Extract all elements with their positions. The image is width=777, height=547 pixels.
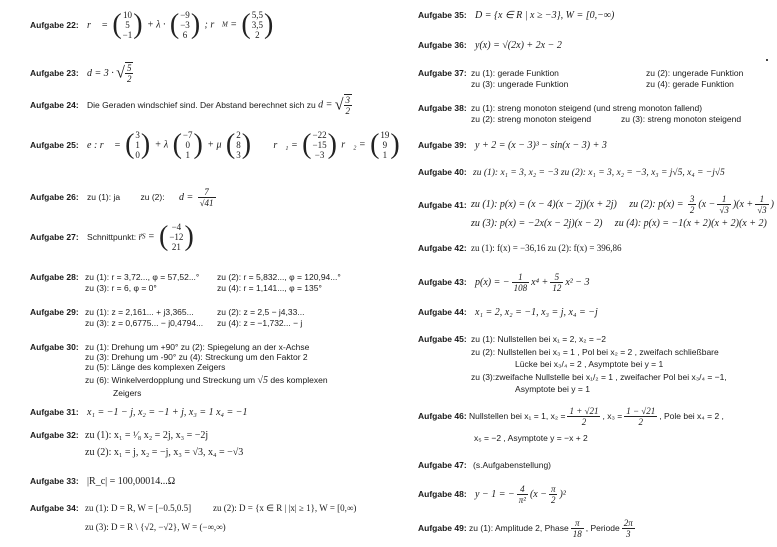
aufgabe-label: Aufgabe 44: [418, 307, 467, 317]
answer-line-4: zu (6): Winkelverdopplung und Streckung um [85, 375, 256, 385]
fraction-1: $\frac{4}{\text{π²}}$ [518, 484, 526, 505]
answer-3: zu (3): z = 0,6775... − j0,4794... [85, 318, 204, 328]
scan-dot [766, 59, 768, 61]
term-2: )² [559, 489, 566, 500]
answer: D = {x ∈ R | x ≥ −3}, W = [0,−∞) [475, 10, 615, 21]
answer-4: zu (4): gerade Funktion [646, 79, 734, 89]
aufgabe-26 [30, 187, 218, 208]
answer-2-prefix: zu (2): p(x) = [629, 199, 684, 210]
aufgabe-label: Aufgabe 38: [418, 103, 467, 113]
close-paren: ) [770, 199, 774, 210]
answer-1: zu (1): gerade Funktion [471, 68, 559, 78]
aufgabe-31 [30, 407, 247, 418]
aufgabe-28 [30, 272, 341, 294]
fraction: $\frac{3}{2}$ [345, 95, 350, 116]
aufgabe-22 [30, 10, 275, 40]
mu: + μ [207, 139, 222, 151]
answer-4: zu (4): z = −1,732... − j [217, 318, 303, 328]
subscript: M [222, 20, 228, 29]
aufgabe-24 [30, 94, 354, 116]
statement: Schnittpunkt: r⃗ [87, 231, 143, 242]
r2-label: r⃗₂ = [341, 139, 366, 151]
answer-prefix: Nullstellen bei x₁ = 1, x₂ = [469, 411, 566, 421]
answer-2: zu (2): r = 5,832..., φ = 120,94...° [217, 272, 341, 282]
aufgabe-label: Aufgabe 30: [30, 342, 79, 352]
aufgabe-49 [418, 518, 637, 539]
equals: = [147, 231, 155, 243]
formula-prefix: p(x) = − [475, 277, 510, 288]
answer-line-3: Lücke bei x₃/₄ = 2 , Asymptote bei y = 1 [515, 359, 664, 369]
answer-1: zu (1): z = 2,161... + j3,365... [85, 307, 194, 317]
vector-3: ( 5,5 3,5 2 ) [241, 9, 274, 40]
aufgabe-label: Aufgabe 34: [30, 503, 79, 513]
fraction-2: $\frac{1 - √21}{2}$ [626, 406, 656, 427]
answer-mid: , x₃ = [602, 411, 623, 421]
answer-line-2: zu (3): Drehung um -90° zu (4): Streckung um den Faktor 2 [85, 352, 308, 362]
aufgabe-41 [418, 194, 774, 229]
answer-line-5: Zeigers [113, 388, 142, 398]
part-1: zu (1): ja [87, 192, 121, 202]
answer-1: zu (1): streng monoton steigend (und streng monoton fallend) [471, 103, 703, 113]
fraction-1: $\frac{1}{108}$ [513, 272, 528, 293]
fraction-3-2: $\frac{3}{2}$ [689, 194, 695, 215]
term: x⁴ + [531, 277, 549, 288]
aufgabe-label: Aufgabe 45: [418, 334, 467, 344]
aufgabe-37 [418, 68, 743, 90]
fraction-2: $\frac{\pi}{2}$ [550, 484, 556, 505]
answer: y + 2 = (x − 3)³ − sin(x − 3) + 3 [475, 140, 607, 151]
root-5: √5 [257, 375, 268, 386]
aufgabe-label: Aufgabe 26: [30, 192, 79, 202]
formula-prefix: y − 1 = − [475, 489, 515, 500]
answer-line-3: zu (5): Länge des komplexen Zeigers [85, 362, 226, 372]
answer-line-4: zu (3):zweifache Nullstelle bei x₁/₂ = 1 , zweifacher Pol bei x₃/₄ = −1, [471, 371, 727, 382]
answer-3: zu (3): streng monoton steigend [621, 114, 742, 124]
answer-prefix: zu (1): Amplitude 2, Phase [469, 523, 569, 533]
aufgabe-label: Aufgabe 22: [30, 19, 79, 30]
vector-2: ( −9 −3 6 ) [169, 9, 201, 40]
aufgabe-label: Aufgabe 23: [30, 67, 79, 78]
fraction: $\frac{7}{√41}$ [199, 187, 214, 208]
formula-prefix: r⃗ = [87, 19, 108, 31]
answer-1: zu (1): x₁ = ¹⁄₈ x₂ = 2j, x₃ = −2j [85, 430, 209, 441]
answer-post: , Pole bei x₄ = 2 , [659, 411, 724, 421]
aufgabe-label: Aufgabe 36: [418, 40, 467, 50]
answer: zu (1): x₁ = 3, x₂ = −3 zu (2): x₁ = 3, x₂ = −3, x₃ = j√5, x₄ = −j√5 [473, 168, 725, 178]
subscript: S [142, 232, 146, 241]
aufgabe-32 [30, 430, 243, 458]
aufgabe-label: Aufgabe 32: [30, 430, 79, 440]
term: (x − [529, 489, 547, 500]
equals: = [230, 19, 237, 31]
answer-mid: , Periode [585, 523, 620, 533]
factor-2: )(x + [732, 199, 754, 210]
r1-label: r⃗₁ = [273, 139, 298, 151]
lambda: + λ · [146, 19, 166, 31]
aufgabe-label: Aufgabe 29: [30, 307, 79, 317]
aufgabe-47 [418, 460, 551, 471]
vector-3: ( 2 8 3 ) [225, 129, 252, 160]
vector-5: ( 19 9 1 ) [370, 129, 400, 160]
part-2: zu (2): [140, 192, 165, 202]
answer-3: zu (3): D = R \ {√2, −√2}, W = (−∞,∞) [85, 522, 226, 532]
answer-2: zu (2): ungerade Funktion [646, 68, 744, 78]
formula-prefix: d = [178, 192, 194, 203]
aufgabe-34 [30, 503, 356, 533]
answer: y(x) = √(2x) + 2x − 2 [475, 40, 562, 51]
vector-1: ( 3 1 0 ) [125, 129, 151, 160]
aufgabe-40 [418, 167, 725, 179]
answer-3: zu (3): p(x) = −2x(x − 2j)(x − 2) [471, 218, 603, 229]
formula-prefix: d = [318, 99, 333, 111]
root-sign: √ [334, 96, 344, 114]
fraction-2: $\frac{1}{√3}$ [757, 194, 767, 215]
aufgabe-36 [418, 40, 562, 51]
answer-2: zu (2): streng monoton steigend [471, 114, 592, 124]
vector-1: ( 10 5 −1 ) [112, 9, 143, 40]
answer-1: zu (1): D = R, W = [−0.5,0.5] [85, 503, 192, 513]
formula-prefix: d = 3 · [87, 67, 114, 79]
term-2: x² − 3 [565, 277, 590, 288]
aufgabe-43 [418, 272, 590, 293]
aufgabe-45 [418, 333, 727, 396]
answer-4: zu (4): p(x) = −1(x + 2)(x + 2)(x + 2) [614, 218, 767, 229]
answer-1: zu (1): p(x) = (x − 4)(x − 2j)(x + 2j) [471, 199, 617, 210]
answer-line-1: zu (1): Drehung um +90° zu (2): Spiegelung an der x-Achse [85, 342, 310, 352]
fraction-2: $\frac{2\pi}{3}$ [623, 518, 633, 539]
answer-2: zu (2): D = {x ∈ R | |x| ≥ 1}, W = [0,∞) [213, 503, 357, 513]
aufgabe-label: Aufgabe 42: [418, 243, 467, 253]
vector-s: ( −4 −12 21 ) [159, 221, 194, 252]
aufgabe-35 [418, 10, 614, 21]
aufgabe-39 [418, 140, 607, 151]
aufgabe-23 [30, 62, 135, 84]
aufgabe-label: Aufgabe 35: [418, 10, 467, 20]
vector-2: ( −7 0 1 ) [172, 129, 203, 160]
aufgabe-label: Aufgabe 31: [30, 407, 79, 417]
answer-1: zu (1): r = 3,72..., φ = 57,52...° [85, 272, 200, 282]
aufgabe-label: Aufgabe 39: [418, 140, 467, 150]
aufgabe-48 [418, 484, 566, 505]
answer: x₁ = −1 − j, x₂ = −1 + j, x₃ = 1 x₄ = −1 [87, 407, 248, 418]
factor-1: (x − [698, 199, 716, 210]
separator: ; r⃗ [204, 19, 223, 31]
answer: x₁ = 2, x₂ = −1, x₃ = j, x₄ = −j [475, 307, 598, 318]
answer: zu (1): f(x) = −36,16 zu (2): f(x) = 396,86 [471, 243, 622, 253]
aufgabe-label: Aufgabe 46: [418, 411, 467, 421]
answer: (s.Aufgabenstellung) [473, 460, 551, 470]
answer-line-2: x₅ = −2 , Asymptote y = −x + 2 [474, 433, 588, 443]
fraction-1: $\frac{\pi}{18}$ [572, 518, 582, 539]
aufgabe-label: Aufgabe 40: [418, 167, 467, 177]
fraction-1: $\frac{1}{√3}$ [719, 194, 729, 215]
aufgabe-44 [418, 307, 598, 318]
fraction: $\frac{5}{2}$ [126, 63, 132, 84]
aufgabe-label: Aufgabe 41: [418, 200, 467, 210]
vector-4: ( −22 −15 −3 ) [302, 129, 337, 160]
answer: |R_c| = 100,00014...Ω [87, 476, 176, 487]
aufgabe-label: Aufgabe 25: [30, 139, 79, 150]
answer-line-4b: des komplexen [270, 375, 328, 385]
answer-line-1: zu (1): Nullstellen bei x₁ = 2, x₂ = −2 [471, 334, 606, 344]
aufgabe-label: Aufgabe 48: [418, 489, 467, 499]
answer-3: zu (3): ungerade Funktion [471, 79, 569, 89]
lambda: + λ [154, 139, 169, 151]
aufgabe-label: Aufgabe 27: [30, 231, 79, 242]
aufgabe-label: Aufgabe 49: [418, 523, 467, 533]
fraction-1: $\frac{1 + √21}{2}$ [569, 406, 599, 427]
aufgabe-46 [418, 406, 724, 444]
aufgabe-label: Aufgabe 28: [30, 272, 79, 282]
aufgabe-label: Aufgabe 47: [418, 460, 467, 470]
aufgabe-25 [30, 130, 402, 160]
aufgabe-38 [418, 103, 741, 125]
aufgabe-42 [418, 243, 621, 254]
aufgabe-33 [30, 476, 175, 487]
formula-prefix: e : r⃗ = [87, 139, 121, 151]
answer-line-2: zu (2): Nullstellen bei x₃ = 1 , Pol bei x₂ = 2 , zweifach schließbare [471, 346, 719, 357]
answer-3: zu (3): r = 6, φ = 0° [85, 283, 157, 293]
answer-line-5: Asymptote bei y = 1 [515, 384, 590, 394]
aufgabe-30 [30, 342, 328, 398]
aufgabe-label: Aufgabe 43: [418, 277, 467, 287]
fraction-2: $\frac{5}{12}$ [552, 272, 562, 293]
statement: Die Geraden windschief sind. Der Abstand berechnet sich zu [87, 99, 316, 110]
answer-2: zu (2): z = 2,5 − j4,33... [217, 307, 305, 317]
aufgabe-label: Aufgabe 37: [418, 68, 467, 78]
aufgabe-label: Aufgabe 33: [30, 476, 79, 486]
answer-2: zu (2): x₁ = j, x₂ = −j, x₃ = √3, x₄ = −√3 [85, 447, 244, 458]
answer-4: zu (4): r = 1,141..., φ = 135° [217, 283, 322, 293]
root-sign: √ [116, 64, 125, 82]
aufgabe-label: Aufgabe 24: [30, 99, 79, 110]
aufgabe-29 [30, 307, 304, 329]
aufgabe-27 [30, 222, 196, 252]
